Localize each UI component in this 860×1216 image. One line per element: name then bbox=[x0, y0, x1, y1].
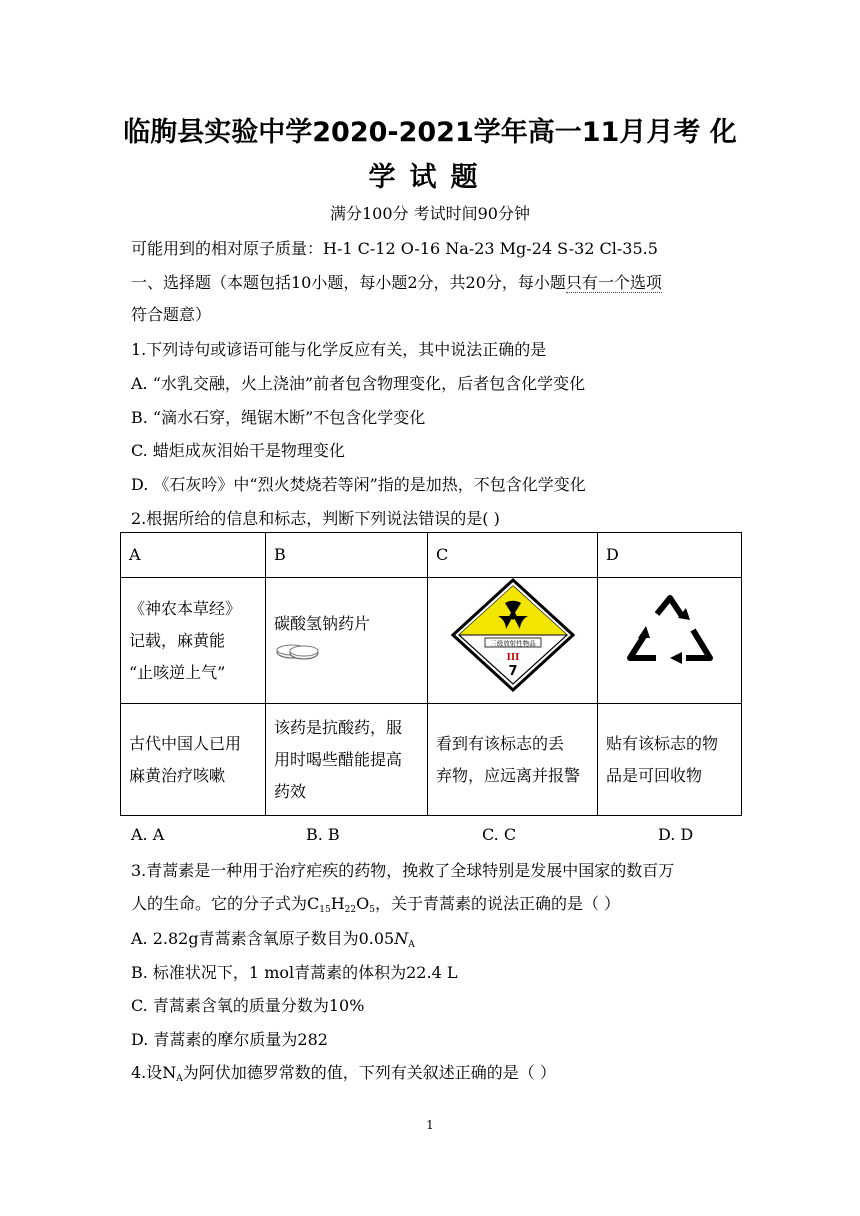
q2-header-a: A bbox=[121, 533, 266, 578]
q2-info-c bbox=[428, 578, 598, 704]
q2-statement-b-line3: 药效 bbox=[274, 781, 307, 801]
q2-info-row bbox=[121, 578, 742, 704]
q4-stem-pre: 4.设N bbox=[131, 1063, 177, 1082]
page-number: 1 bbox=[426, 1118, 434, 1132]
radioactive-sign-class: 7 bbox=[507, 664, 518, 679]
q3-stem-line2 bbox=[131, 891, 620, 915]
q2-header-c: C bbox=[428, 533, 598, 578]
q3-sub-h: 22 bbox=[344, 905, 357, 915]
q2-statement-a bbox=[121, 704, 266, 816]
q2-info-a-line1: 《神农本草经》 bbox=[129, 598, 242, 618]
q3-option-c: C. 青蒿素含氧的质量分数为10% bbox=[131, 996, 365, 1015]
q2-statement-d-line2: 品是可回收物 bbox=[606, 765, 703, 785]
q1-option-a: A. “水乳交融，火上浇油”前者包含物理变化，后者包含化学变化 bbox=[131, 374, 586, 393]
q3-option-a-na: N bbox=[394, 929, 409, 948]
recycle-icon bbox=[624, 594, 716, 676]
q2-statement-c-line1: 看到有该标志的丢 bbox=[436, 733, 565, 753]
q2-table bbox=[120, 532, 742, 816]
q1-option-c: C. 蜡炬成灰泪始干是物理变化 bbox=[131, 441, 345, 460]
q2-statement-d-line1: 贴有该标志的物 bbox=[606, 733, 719, 753]
q2-statement-b-line2: 用时喝些醋能提高 bbox=[274, 749, 403, 769]
section1-heading-cont: 符合题意） bbox=[131, 305, 212, 324]
q2-statement-b-line1: 该药是抗酸药，服 bbox=[274, 717, 403, 737]
atomic-masses: 可能用到的相对原子质量：H-1 C-12 O-16 Na-23 Mg-24 S-32 Cl-35.5 bbox=[131, 239, 658, 258]
q2-option-d: D. D bbox=[658, 825, 694, 844]
q2-statement-a-line1: 古代中国人已用 bbox=[129, 733, 242, 753]
q3-sub-c: 15 bbox=[319, 905, 331, 915]
radioactive-hazard-sign-icon bbox=[451, 578, 575, 692]
q2-statement-c bbox=[428, 704, 598, 816]
radioactive-sign-roman: III bbox=[506, 653, 519, 663]
q2-header-row bbox=[121, 533, 742, 578]
document-title-line2: 学试题 bbox=[368, 162, 492, 193]
q3-option-a-na-sub: A bbox=[408, 940, 415, 950]
q2-statement-d bbox=[598, 704, 742, 816]
radioactive-sign-text: 三级放射性物品 bbox=[489, 639, 536, 648]
q2-info-a bbox=[121, 578, 266, 704]
q3-option-a-text: A. 2.82g青蒿素含氧原子数目为0.05 bbox=[131, 929, 395, 948]
q4-stem bbox=[131, 1060, 556, 1084]
q2-statement-row bbox=[121, 704, 742, 816]
q2-info-b bbox=[266, 578, 428, 704]
tablet-icon bbox=[274, 640, 320, 662]
q3-option-d: D. 青蒿素的摩尔质量为282 bbox=[131, 1030, 328, 1049]
q2-header-b: B bbox=[266, 533, 428, 578]
q4-sub-a: A bbox=[176, 1074, 183, 1084]
q2-header-d: D bbox=[598, 533, 742, 578]
q3-h: H bbox=[330, 894, 345, 913]
q2-statement-a-line2: 麻黄治疗咳嗽 bbox=[129, 765, 226, 785]
q3-stem-line1: 3.青蒿素是一种用于治疗疟疾的药物，挽救了全球特别是发展中国家的数百万 bbox=[131, 861, 675, 880]
q3-stem-pre: 人的生命。它的分子式为C bbox=[131, 894, 320, 913]
q4-stem-post: 为阿伏加德罗常数的值，下列有关叙述正确的是（ ） bbox=[182, 1063, 556, 1082]
q3-option-a bbox=[131, 926, 415, 950]
q3-o: O bbox=[356, 894, 370, 913]
document-title-line1: 临朐县实验中学2020-2021学年高一11月月考 化 bbox=[123, 117, 737, 148]
q2-stem: 2.根据所给的信息和标志，判断下列说法错误的是( ) bbox=[131, 509, 500, 528]
score-time: 满分100分 考试时间90分钟 bbox=[330, 204, 530, 223]
q2-option-b: B. B bbox=[306, 825, 340, 844]
q2-info-d bbox=[598, 578, 742, 704]
section1-heading bbox=[131, 270, 662, 293]
q2-info-b-text: 碳酸氢钠药片 bbox=[274, 614, 371, 633]
q3-stem-post: ，关于青蒿素的说法正确的是（ ） bbox=[374, 894, 621, 913]
q1-option-b: B. “滴水石穿，绳锯木断”不包含化学变化 bbox=[131, 408, 426, 427]
section1-heading-text: 一、选择题（本题包括10小题，每小题2分，共20分，每小题 bbox=[131, 273, 566, 292]
section1-heading-emphasis: 只有一个选项 bbox=[565, 273, 662, 292]
q2-statement-b bbox=[266, 704, 428, 816]
q2-statement-c-line2: 弃物，应远离并报警 bbox=[436, 765, 581, 785]
q2-option-a: A. A bbox=[131, 825, 165, 844]
q1-option-d: D. 《石灰吟》中“烈火焚烧若等闲”指的是加热，不包含化学变化 bbox=[131, 475, 586, 494]
q2-option-c: C. C bbox=[482, 825, 517, 844]
q3-option-b: B. 标准状况下，1 mol青蒿素的体积为22.4 L bbox=[131, 963, 458, 982]
q1-stem: 1.下列诗句或谚语可能与化学反应有关，其中说法正确的是 bbox=[131, 340, 547, 359]
q2-info-a-line2: 记载，麻黄能 bbox=[129, 630, 226, 650]
q2-info-a-line3: “止咳逆上气” bbox=[129, 662, 226, 682]
q3-sub-o: 5 bbox=[369, 905, 375, 915]
